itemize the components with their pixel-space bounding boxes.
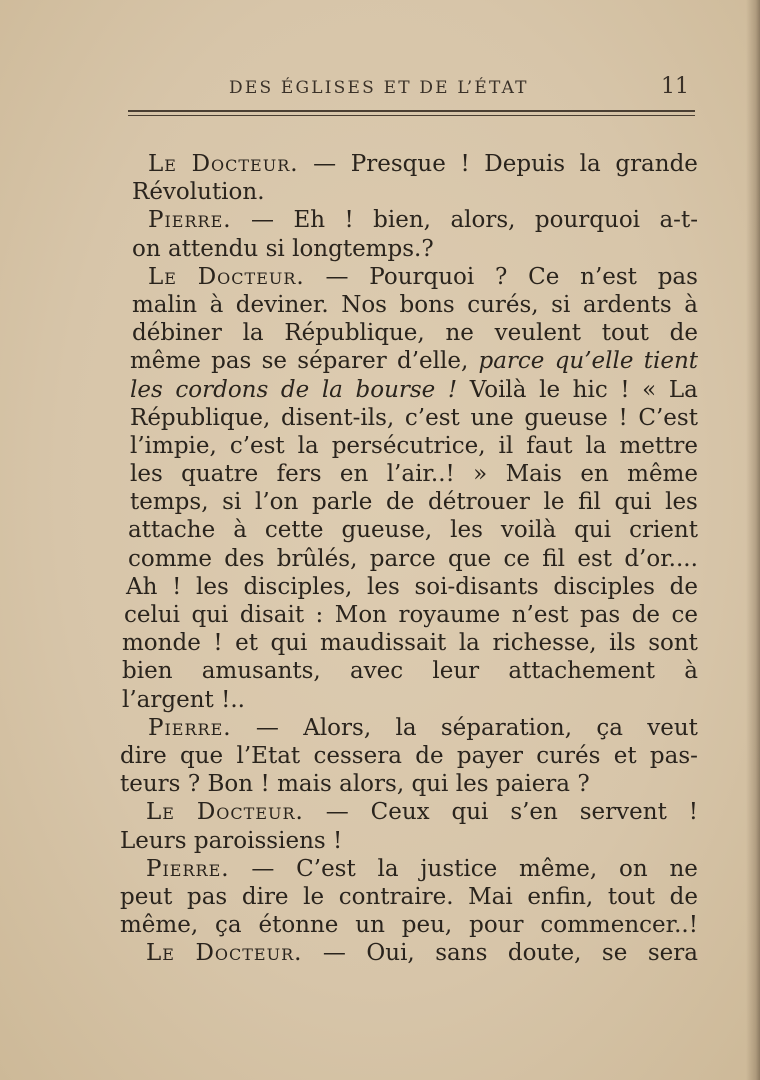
word: détrouer [428,489,530,516]
word: grande [615,151,698,177]
word: ça [596,714,623,741]
word: de [415,742,444,769]
word: de [669,320,698,347]
word: on [132,235,161,262]
text-line [118,742,698,770]
word: — [251,207,274,234]
word: s’en [510,799,558,826]
word: La [668,376,698,403]
word: les [196,573,229,600]
word: Révolution. [132,179,265,206]
word: on [619,855,648,882]
word: mettre [619,432,698,459]
word: ! [447,376,458,403]
body-text [118,150,698,967]
text-line [118,516,698,544]
word: Voilà [469,376,527,403]
word: le [303,883,325,910]
word: royaume [398,602,501,628]
word: richesse, [492,630,597,657]
word: — [251,855,275,882]
word: C’est [638,404,698,431]
word: la [377,855,399,882]
word: Nos [341,291,387,318]
word: disent-ils, [281,404,395,431]
word: parce [478,348,545,375]
word: la [458,630,480,657]
word: veulent [494,320,582,347]
word: qu’elle [554,348,634,375]
word: si [551,291,571,318]
word: qui [191,602,229,628]
word: une [470,404,514,431]
word: brûlés, [276,545,358,572]
word: de [386,489,415,516]
text-line [118,629,698,657]
word: pourquoi [534,207,641,234]
word: sont [648,630,698,657]
word: si [222,489,242,516]
word: soi-disants [414,573,539,600]
word: c’est [229,432,285,459]
word: pas- [649,742,698,769]
word: gueuse [524,404,608,431]
word: il [498,432,514,459]
word: Mon [334,602,387,628]
text-line [118,686,698,714]
word: disciples, [243,573,353,600]
word: Leurs [120,827,187,854]
word: cette [264,517,324,544]
word: République, [284,320,425,347]
word: celui [124,602,181,628]
word: en [580,461,609,488]
word: deviner. [235,291,329,318]
word: Ceux [370,799,430,826]
page-number: 11 [661,74,689,99]
text-line [118,206,698,234]
word: même [130,348,201,375]
word: avec [349,658,404,685]
word: parle [311,489,373,516]
word: ! [460,151,470,177]
word: — [313,151,337,177]
word: ils [609,630,636,657]
text-line [118,911,698,939]
header-rule-thin [128,115,695,116]
word: bien [122,658,173,685]
word: à [233,517,247,544]
word: veut [647,714,698,741]
word: fers [276,461,322,488]
word: doute, [507,940,582,967]
word: étonne [258,912,339,939]
word: curés, [467,291,539,318]
word: attachement [508,658,656,685]
word: fil [542,545,565,572]
text-line [118,827,698,855]
word: c’est [404,404,460,431]
word: pas [211,348,252,375]
word: fil [578,489,601,516]
word: temps, [130,489,209,516]
word: l’argent [122,686,214,713]
word: si [265,235,285,262]
word: peut [120,883,173,910]
page-header [125,72,695,106]
word: les [130,461,163,488]
text-line [118,376,698,404]
word: que [180,742,224,769]
word: pour [469,912,524,939]
word: paroissiens [193,827,326,854]
word: enfin, [527,883,594,910]
word: quatre [181,461,259,488]
speaker-name: Docteur. [197,263,305,290]
word: les [130,376,163,403]
text-line [118,545,698,573]
text-line [118,460,698,488]
text-line [118,263,698,291]
word: ! [688,799,698,826]
word: Bon [207,771,254,798]
word: longtemps.? [292,235,434,262]
text-line [118,573,698,601]
word: à [684,658,698,685]
word: la [321,376,343,403]
text-line [118,235,698,263]
word: de [280,376,310,403]
speaker-name: Docteur. [191,151,299,177]
word: ça [215,912,242,939]
word: dire [241,883,289,910]
word: le [543,489,565,516]
word: — [322,940,346,967]
word: justice [420,855,498,882]
text-line [118,319,698,347]
text-line [118,855,698,883]
text-line [118,714,698,742]
word: !.. [221,686,245,713]
word: l’Etat [236,742,301,769]
text-line [118,657,698,685]
word: a-t- [659,207,698,234]
word: Pourquoi [369,263,475,290]
text-line [118,432,698,460]
text-line [118,939,698,967]
word: d’elle, [396,348,469,375]
word: paiera [495,771,571,798]
word: d’or.... [624,545,698,572]
word: qui [574,517,612,544]
word: leur [432,658,480,685]
word: Eh [293,207,326,234]
word: servent [579,799,667,826]
word: même, [120,912,199,939]
word: ! [344,207,354,234]
speaker-name: Le [146,799,175,826]
word: la [242,320,264,347]
word: la [585,432,607,459]
word: la [297,432,319,459]
word: débiner [132,320,222,347]
word: bons [399,291,455,318]
word: ? [577,771,590,798]
word: attendu [168,235,259,262]
word: n’est [580,263,637,290]
speaker-name: Le [148,151,177,177]
word: alors, [450,207,516,234]
word: bien, [373,207,431,234]
word: se [601,940,628,967]
word: malin [132,291,198,318]
word: ne [669,855,698,882]
word: la [579,151,601,177]
text-line [118,601,698,629]
word: les [450,517,483,544]
word: maudissait [319,630,447,657]
word: parce [369,545,436,572]
word: ! [620,376,630,403]
text-line [118,798,698,826]
word: Alors, [303,714,372,741]
word: peu, [401,912,453,939]
word: curés [536,742,601,769]
speaker-name: Pierre. [146,855,230,882]
word: même [627,461,698,488]
header-rule [128,110,695,112]
word: ! [618,404,628,431]
word: » [473,461,488,488]
word: ? [187,771,201,798]
speaker-name: Le [148,263,177,290]
word: la [395,714,417,741]
word: — [325,799,349,826]
word: : [315,602,324,628]
word: ce [503,545,530,572]
word: attache [128,517,216,544]
speaker-name: Docteur. [196,799,304,826]
word: gueuse, [341,517,433,544]
word: ! [260,771,270,798]
word: contraire. [338,883,454,910]
word: bourse [355,376,436,403]
word: de [669,883,698,910]
word: et [235,630,258,657]
text-line [118,150,698,178]
word: l’on [255,489,299,516]
word: Oui, [366,940,415,967]
word: ? [495,263,508,290]
word: faut [526,432,573,459]
word: qui [451,799,489,826]
text-line [118,178,698,206]
word: C’est [296,855,356,882]
word: République, [130,404,271,431]
speaker-name: Pierre. [148,207,232,234]
word: à [684,291,698,318]
word: dire [120,742,167,769]
word: payer [456,742,523,769]
word: ! [213,630,223,657]
word: de [669,573,698,600]
word: que [447,545,492,572]
word: monde [122,630,201,657]
word: alors, [339,771,405,798]
word: crient [629,517,698,544]
word: à [209,291,224,318]
word: pas [187,883,228,910]
word: tout [607,883,655,910]
word: séparation, [440,714,573,741]
word: comme [128,545,212,572]
word: sans [435,940,488,967]
word: Ah [126,573,158,600]
text-line [118,883,698,911]
word: qui [614,489,652,516]
word: se [261,348,288,375]
speaker-name: Pierre. [148,714,232,741]
word: sera [647,940,698,967]
word: et [613,742,637,769]
word: ! [172,573,182,600]
word: Mais [505,461,562,488]
speaker-name: Docteur. [195,940,303,967]
word: les [367,573,400,600]
word: teurs [120,771,181,798]
word: persécutrice, [331,432,486,459]
word: séparer [297,348,387,375]
word: commencer..! [540,912,698,939]
word: pas [579,602,621,628]
word: l’impie, [130,432,217,459]
running-title: DES ÉGLISES ET DE L’ÉTAT [229,78,529,98]
word: est [577,545,612,572]
word: ce [671,602,698,628]
word: l’air..! [386,461,455,488]
word: Mai [468,883,513,910]
word: tient [643,348,698,375]
speaker-name: Le [146,940,175,967]
text-line [118,291,698,319]
word: hic [572,376,608,403]
word: voilà [500,517,557,544]
word: tout [601,320,649,347]
text-line [118,404,698,432]
word: — [325,263,349,290]
word: même, [519,855,598,882]
word: Presque [350,151,446,177]
word: disait [239,602,305,628]
word: un [355,912,385,939]
word: « [642,376,657,403]
text-line [118,770,698,798]
word: ne [445,320,474,347]
word: pas [657,263,698,290]
word: de [631,602,661,628]
word: Ce [528,263,560,290]
word: — [255,714,279,741]
word: Depuis [484,151,566,177]
word: mais [277,771,332,798]
word: des [224,545,265,572]
word: cessera [313,742,402,769]
word: en [339,461,369,488]
word: les [455,771,489,798]
text-line [118,347,698,375]
word: n’est [511,602,569,628]
word: ardents [582,291,672,318]
word: qui [270,630,308,657]
word: disciples [553,573,655,600]
text-line [118,488,698,516]
word: qui [411,771,449,798]
word: les [665,489,698,516]
word: le [539,376,561,403]
word: amusants, [201,658,321,685]
word: ! [333,827,343,854]
word: cordons [175,376,269,403]
